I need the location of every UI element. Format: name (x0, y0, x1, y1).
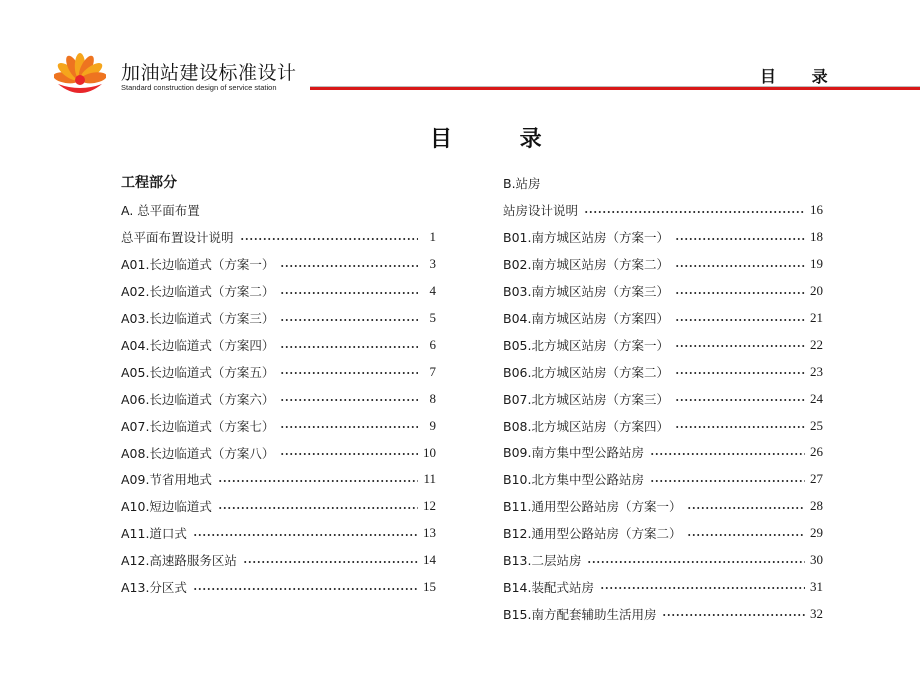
toc-entry[interactable] (121, 547, 436, 574)
toc-page-number: 18 (810, 229, 823, 245)
dot-leader (587, 561, 805, 563)
group-title-a: A. 总平面布置 (121, 203, 200, 218)
toc-entry-title: A13.分区式 (121, 580, 187, 596)
toc-entry-title: B07.北方城区站房（方案三） (503, 391, 669, 407)
toc-page-number: 32 (810, 605, 823, 621)
dot-leader (675, 265, 805, 267)
dot-leader (280, 426, 418, 428)
toc-page-number: 26 (810, 444, 823, 460)
dot-leader (280, 372, 418, 374)
toc-left-column (121, 170, 436, 600)
toc-entry[interactable] (121, 466, 436, 493)
toc-entry[interactable] (503, 358, 823, 385)
toc-entry[interactable] (121, 251, 436, 278)
toc-page-number: 28 (810, 498, 823, 514)
group-title-b: B.站房 (503, 176, 541, 191)
toc-page-number: 16 (810, 202, 823, 218)
toc-page-number: 1 (429, 229, 436, 245)
toc-page-number: 10 (423, 444, 436, 460)
dot-leader (662, 614, 805, 616)
toc-entry[interactable] (121, 278, 436, 305)
toc-entry-title: A02.长边临道式（方案二） (121, 284, 275, 300)
dot-leader (584, 211, 805, 213)
toc-entry[interactable] (503, 439, 823, 466)
toc-page-number: 12 (423, 498, 436, 514)
toc-page-number: 6 (429, 337, 436, 352)
dot-leader (675, 319, 805, 321)
dot-leader (650, 480, 805, 482)
toc-entry-title: B12.通用型公路站房（方案二） (503, 526, 682, 542)
toc-page-number: 30 (810, 552, 823, 568)
toc-entry[interactable] (503, 251, 823, 278)
dot-leader (650, 453, 805, 455)
toc-entry-title: B04.南方城区站房（方案四） (503, 311, 669, 326)
toc-entry-title: B13.二层站房 (503, 553, 582, 569)
toc-entry-title: A08.长边临道式（方案八） (121, 445, 275, 461)
toc-entry[interactable] (503, 197, 823, 224)
toc-entry-title: B02.南方城区站房（方案二） (503, 257, 669, 273)
dot-leader (280, 319, 418, 321)
toc-entry-title: A07.长边临道式（方案七） (121, 418, 275, 434)
toc-entry[interactable] (503, 278, 823, 305)
toc-entry-title: B01.南方城区站房（方案一） (503, 230, 669, 246)
toc-entry[interactable] (121, 385, 436, 412)
toc-entry-title: B09.南方集中型公路站房 (503, 445, 644, 461)
toc-entry-title: B14.装配式站房 (503, 579, 594, 595)
toc-page-number: 25 (810, 417, 823, 433)
toc-page-number: 24 (810, 390, 823, 406)
toc-entry[interactable] (503, 385, 823, 412)
toc-entry-title: B11.通用型公路站房（方案一） (503, 499, 682, 515)
toc-entry[interactable] (503, 305, 823, 332)
toc-list-b (503, 197, 823, 627)
brand-subtitle: Standard construction design of service station (121, 83, 277, 92)
toc-page-number: 15 (423, 579, 436, 595)
toc-page-number: 22 (810, 336, 823, 352)
toc-entry[interactable] (121, 493, 436, 520)
toc-entry[interactable] (121, 520, 436, 547)
toc-page-number: 13 (423, 525, 436, 541)
dot-leader (280, 292, 418, 294)
toc-entry[interactable] (503, 547, 823, 574)
dot-leader (280, 399, 418, 401)
toc-entry[interactable] (121, 439, 436, 466)
toc-entry[interactable] (121, 358, 436, 385)
toc-entry-title: A09.节省用地式 (121, 472, 212, 488)
toc-entry-title: A05.长边临道式（方案五） (121, 364, 275, 380)
toc-page-number: 3 (429, 256, 436, 272)
toc-entry[interactable] (121, 574, 436, 601)
header-divider-red (310, 87, 920, 90)
toc-entry[interactable] (503, 224, 823, 251)
dot-leader (675, 426, 805, 428)
toc-page-number: 19 (810, 256, 823, 272)
dot-leader (675, 372, 805, 374)
toc-entry-title: B10.北方集中型公路站房 (503, 472, 644, 488)
toc-entry[interactable] (503, 466, 823, 493)
toc-entry[interactable] (121, 305, 436, 332)
toc-entry[interactable] (121, 332, 436, 359)
dot-leader (218, 507, 418, 509)
header-section-label: 目 录 (760, 67, 843, 86)
toc-entry-title: A06.长边临道式（方案六） (121, 391, 275, 407)
toc-page-number: 29 (810, 525, 823, 541)
dot-leader (687, 534, 805, 536)
toc-page-number: 27 (810, 471, 823, 487)
toc-entry[interactable] (503, 412, 823, 439)
dot-leader (687, 507, 805, 509)
toc-entry[interactable] (503, 600, 823, 627)
toc-entry-title: A01.长边临道式（方案一） (121, 257, 275, 273)
section-title: 工程部分 (121, 175, 177, 191)
toc-entry-title: A10.短边临道式 (121, 499, 212, 515)
toc-page-number: 9 (429, 417, 436, 433)
toc-entry[interactable] (503, 493, 823, 520)
toc-page-number: 20 (810, 283, 823, 299)
toc-entry-title: B08.北方城区站房（方案四） (503, 418, 669, 434)
toc-entry[interactable] (503, 520, 823, 547)
dot-leader (675, 292, 805, 294)
toc-page-number: 8 (429, 390, 436, 406)
brand-title: 加油站建设标准设计 (121, 62, 297, 84)
dot-leader (280, 265, 418, 267)
toc-entry-title: A03.长边临道式（方案三） (121, 311, 275, 327)
toc-entry-title: 站房设计说明 (503, 203, 579, 219)
toc-page-number: 7 (429, 363, 436, 379)
toc-entry[interactable] (121, 412, 436, 439)
dot-leader (600, 587, 805, 589)
dot-leader (193, 588, 418, 590)
toc-right-column (503, 170, 823, 627)
dot-leader (193, 534, 418, 536)
dot-leader (675, 399, 805, 401)
dot-leader (675, 345, 805, 347)
toc-entry-title: B03.南方城区站房（方案三） (503, 284, 669, 300)
page-title: 目 录 (430, 127, 572, 152)
toc-entry-title: B06.北方城区站房（方案二） (503, 364, 669, 380)
dot-leader (240, 238, 418, 240)
toc-entry-title: A04.长边临道式（方案四） (121, 338, 275, 353)
toc-entry-title: B05.北方城区站房（方案一） (503, 337, 669, 353)
toc-entry-title: B15.南方配套辅助生活用房 (503, 606, 657, 622)
toc-page-number: 5 (429, 310, 436, 326)
toc-entry[interactable] (121, 224, 436, 251)
toc-page-number: 11 (423, 471, 436, 487)
toc-page-number: 14 (423, 552, 436, 568)
toc-entry-title: 总平面布置设计说明 (121, 230, 234, 246)
toc-entry[interactable] (503, 573, 823, 600)
toc-page-number: 31 (810, 578, 823, 594)
toc-entry-title: A11.道口式 (121, 526, 187, 542)
dot-leader (280, 453, 418, 455)
dot-leader (218, 480, 418, 482)
dot-leader (675, 238, 805, 240)
toc-page-number: 4 (429, 283, 436, 299)
toc-page-number: 23 (810, 363, 823, 379)
toc-list-a (121, 224, 436, 600)
dot-leader (243, 561, 418, 563)
toc-entry[interactable] (503, 331, 823, 358)
toc-entry-title: A12.高速路服务区站 (121, 553, 237, 569)
toc-page-number: 21 (810, 310, 823, 325)
sun-petals-logo-icon (54, 50, 106, 102)
dot-leader (280, 346, 418, 348)
